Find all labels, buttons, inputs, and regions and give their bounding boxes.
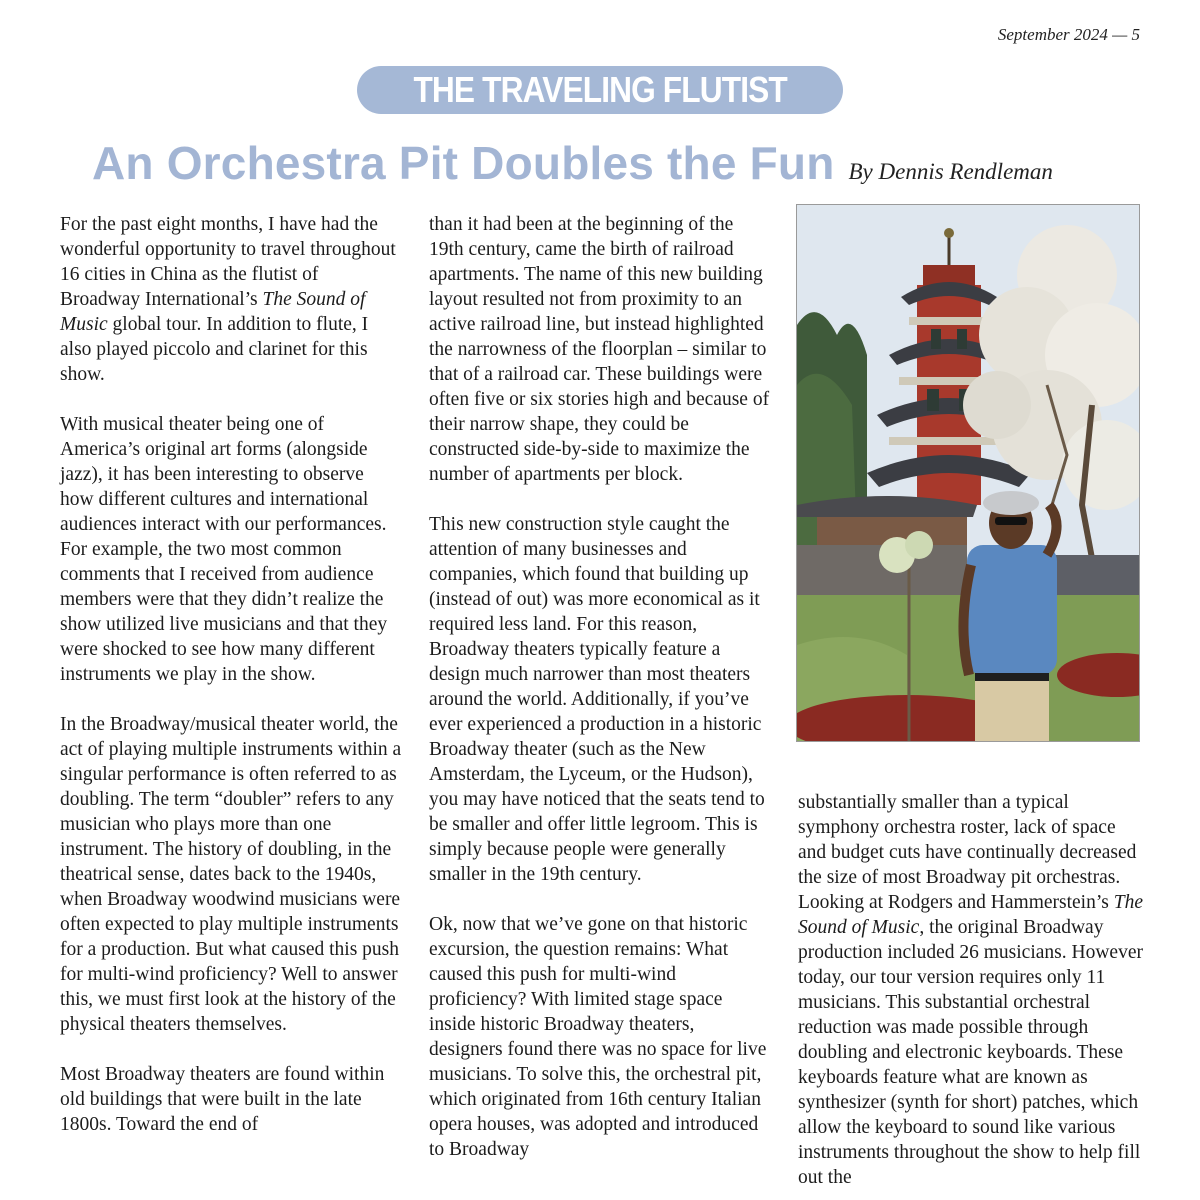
col3-paragraph-2 (798, 890, 1143, 1190)
col3-p2-text-a: Looking at Rodgers and Hammerstein’s (798, 892, 1114, 913)
col3-p2-title: The Sound of Music (798, 892, 1143, 938)
page-header: September 2024 — 5 (997, 25, 1140, 44)
col1-paragraph-3: In the Broadway/musical theater world, the act of playing multiple instruments within a singular performance is often referred to as doubling. The term “doubler” refers to any musician who plays more than one instrument. The history of doubling, in the theatrical sense, dates back to the 1940s, when Broadway woodwind musicians were often expected to play multiple instruments for a production. But what caused this push for multi-wind proficiency? Well to answer this, we must first look at the history of the physical theaters themselves. (60, 714, 402, 1035)
article-byline: By Dennis Rendleman (848, 159, 1053, 184)
article-photo (796, 204, 1140, 742)
col1-paragraph-4: Most Broadway theaters are found within old buildings that were built in the late 1800s. Toward the end of (60, 1064, 385, 1135)
section-label-pill (357, 66, 843, 114)
col3-paragraph-1: substantially smaller than a typical symphony orchestra roster, lack of space and budget cuts have continually decreased the size of most Broadway pit orchestras. (798, 792, 1137, 888)
pagoda-photo-image (797, 205, 1140, 742)
col3-p2-text-b: , the original Broadway production included 26 musicians. However today, our tour version requires only 11 musicians. This substantial orchestral reduction was made possible through doubling and electronic keyboards. These keyboards feature what are known as synthesizer (synth for short) patches, which allow the keyboard to sound like various instruments throughout the show to help fill out the (798, 917, 1143, 1188)
col1-paragraph-1 (60, 212, 402, 387)
article-headline: An Orchestra Pit Doubles the Fun (92, 137, 835, 189)
column-2 (429, 212, 771, 1187)
col2-paragraph-2: This new construction style caught the attention of many businesses and companies, which found that building up (instead of out) was more economical as it required less land. For this reason, Broadway theaters typically feature a design much narrower than most theaters around the world. Additionally, if you’ve ever experienced a production in a historic Broadway theater (such as the New Amsterdam, the Lyceum, or the Hudson), you may have noticed that the seats tend to be smaller and offer little legroom. This is simply because people were generally smaller in the 19th century. (429, 514, 765, 885)
col1-paragraph-2: With musical theater being one of America’s original art forms (alongside jazz), it has been interesting to observe how different cultures and international audiences interact with our performances. For example, the two most common comments that I received from audience members were that they didn’t realize the show utilized live musicians and that they were shocked to see how many different instruments we play in the show. (60, 414, 388, 685)
column-3 (798, 790, 1143, 1190)
col2-paragraph-3: Ok, now that we’ve gone on that historic excursion, the question remains: What caused this push for multi-wind proficiency? With limited stage space inside historic Broadway theaters, designers found there was no space for live musicians. To solve this, the orchestral pit, which originated from 16th century Italian opera houses, was adopted and introduced to Broadway (429, 914, 767, 1160)
section-label: THE TRAVELING FLUTIST (413, 69, 787, 110)
col1-p1-title: The Sound of Music (60, 289, 366, 335)
column-1 (60, 212, 402, 1162)
col1-p1-text-b: global tour. In addition to flute, I also played piccolo and clarinet for this show. (60, 314, 369, 385)
col2-paragraph-1: than it had been at the beginning of the 19th century, came the birth of railroad apartments. The name of this new building layout resulted not from proximity to an active railroad line, but instead highlighted the narrowness of the floorplan – similar to that of a railroad car. These buildings were often five or six stories high and because of their narrow shape, they could be constructed side-by-side to maximize the number of apartments per block. (429, 214, 770, 485)
col1-p1-text-a: For the past eight months, I have had the wonderful opportunity to travel throughout 16 cities in China as the flutist of Broadway International’s (60, 214, 396, 310)
headline-row (92, 136, 1132, 192)
